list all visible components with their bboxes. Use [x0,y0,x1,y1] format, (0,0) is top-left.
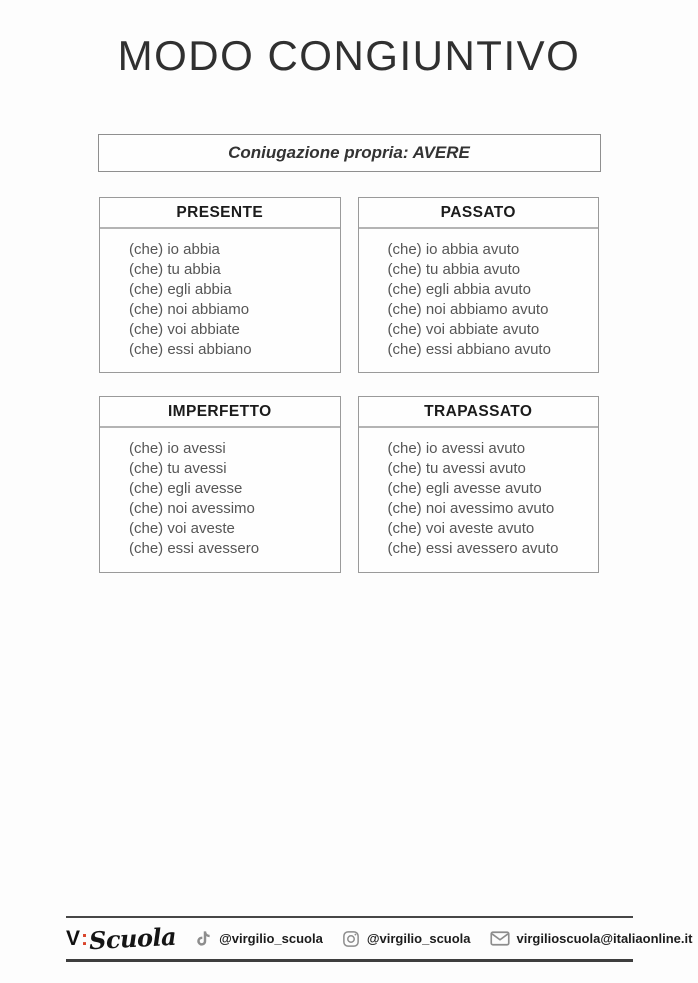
logo-scuola-script: Scuola [88,921,177,956]
tense-body [359,428,599,571]
tense-grid [99,197,599,573]
email-address: virgilioscuola@italiaonline.it [516,931,693,946]
envelope-icon [490,931,510,946]
tense-body [359,229,599,372]
conjugation-line: (che) io avessi avuto [387,440,526,458]
tense-header: PASSATO [359,198,599,229]
tense-box-presente [99,197,341,373]
conjugation-line: (che) io abbia avuto [387,241,520,258]
footer-row [66,918,693,959]
tense-box-passato [358,197,600,373]
conjugation-line: (che) egli avesse avuto [387,480,542,498]
conjugation-line: (che) io abbia [129,241,220,258]
conjugation-line: (che) voi aveste avuto [387,520,535,538]
subtitle-box [98,134,601,172]
tense-body [100,428,340,571]
footer [66,916,693,962]
tense-box-trapassato [358,396,600,572]
conjugation-line: (che) egli abbia avuto [387,280,531,298]
conjugation-line: (che) tu abbia [129,260,221,278]
conjugation-line: (che) voi aveste [129,520,235,538]
conjugation-line: (che) noi abbiamo [129,300,250,318]
tiktok-handle: @virgilio_scuola [219,931,323,946]
conjugation-line: (che) tu avessi avuto [387,460,526,478]
tense-body [100,229,340,372]
logo-letter-v: V [66,926,81,950]
conjugation-line: (che) egli abbia [129,280,232,298]
tense-header: IMPERFETTO [100,397,340,428]
footer-bottom-rule [66,959,633,962]
logo-colon: : [81,926,89,950]
instagram-handle-group [342,930,471,948]
instagram-handle: @virgilio_scuola [366,931,471,946]
tiktok-icon [195,929,212,948]
tiktok-handle-group [195,929,323,948]
conjugation-line: (che) essi avessero avuto [387,539,559,557]
conjugation-line: (che) noi abbiamo avuto [387,300,549,318]
conjugation-line: (che) voi abbiate [129,320,240,338]
conjugation-line: (che) essi avessero [129,539,260,557]
page-title: MODO CONGIUNTIVO [117,32,581,79]
instagram-icon [342,930,360,948]
tense-box-imperfetto [99,396,341,572]
conjugation-line: (che) noi avessimo [129,500,255,518]
conjugation-line: (che) noi avessimo avuto [387,500,555,518]
tense-header: TRAPASSATO [359,397,599,428]
conjugation-line: (che) io avessi [129,440,226,458]
conjugation-line: (che) essi abbiano [129,340,252,358]
email-group [490,931,693,946]
conjugation-line: (che) tu avessi [129,460,227,478]
conjugation-line: (che) essi abbiano avuto [387,340,551,358]
vscuola-logo [66,921,177,956]
subtitle-text: Coniugazione propria: AVERE [228,143,470,162]
conjugation-line: (che) egli avesse [129,480,243,498]
conjugation-line: (che) voi abbiate avuto [387,320,540,338]
conjugation-line: (che) tu abbia avuto [387,260,521,278]
tense-header: PRESENTE [100,198,340,229]
